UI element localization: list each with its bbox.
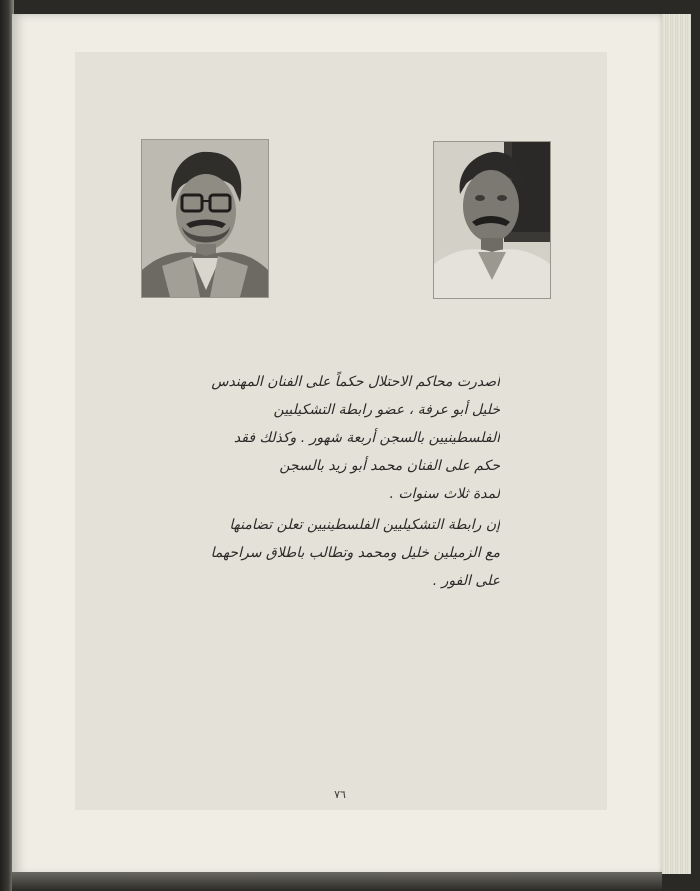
portrait-photo-left — [141, 139, 269, 298]
statement-line: حكم على الفنان محمد أبو زيد بالسجن — [279, 458, 500, 474]
portrait-photo-right — [433, 141, 551, 299]
portrait-left-image — [142, 140, 268, 297]
bottom-binding-shadow — [12, 872, 662, 891]
statement-line: أصدرت محاكم الاحتلال حكماً على الفنان المهندس — [211, 374, 500, 390]
page-stack-edge — [660, 14, 691, 874]
statement-text — [150, 368, 500, 595]
portrait-right-image — [434, 142, 550, 298]
statement-line: إن رابطة التشكيليين الفلسطينيين تعلن تضامنها — [229, 517, 500, 533]
statement-line: على الفور . — [432, 573, 500, 589]
statement-line: الفلسطينيين بالسجن أربعة شهور . وكذلك فقد — [233, 430, 500, 446]
statement-line: مع الزميلين خليل ومحمد وتطالب باطلاق سراحهما — [210, 545, 500, 561]
page-number: ٧٦ — [334, 788, 346, 801]
statement-line: لمدة ثلاث سنوات . — [389, 486, 500, 502]
statement-line: خليل أبو عرفة ، عضو رابطة التشكيليين — [273, 402, 500, 418]
